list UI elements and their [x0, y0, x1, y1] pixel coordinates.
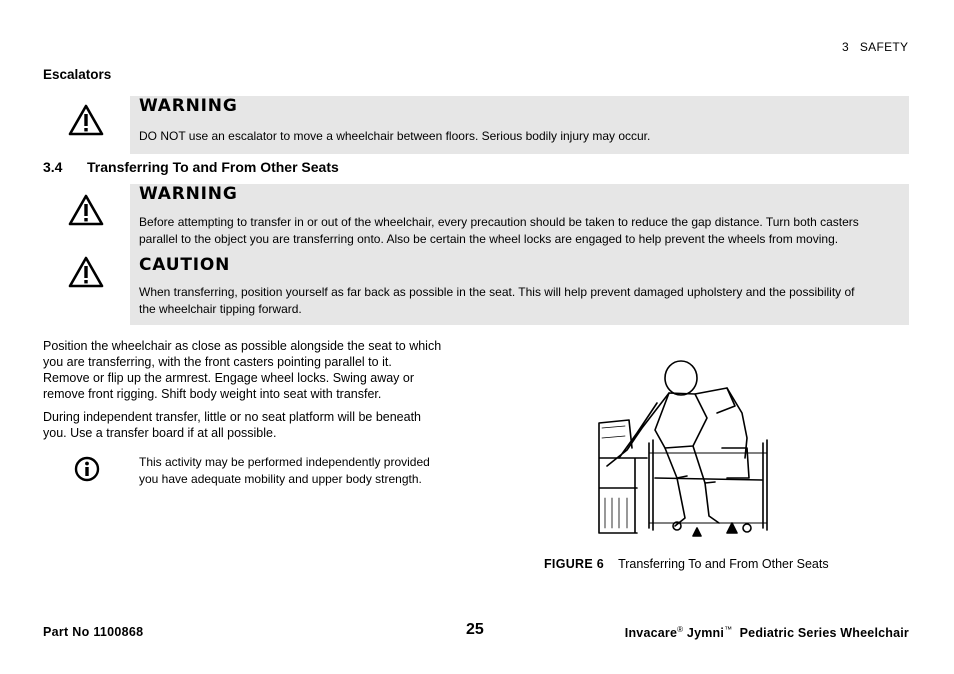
caution-title: CAUTION: [139, 255, 231, 275]
figure-label: FIGURE 6: [544, 557, 605, 571]
section-title: Transferring To and From Other Seats: [87, 159, 339, 175]
transfer-board-paragraph: [43, 409, 468, 441]
registered-mark: ®: [677, 625, 684, 634]
escalator-warning-box: [130, 96, 909, 154]
transfer-illustration: [597, 358, 777, 538]
info-note: [139, 454, 459, 488]
model-name: Jymni: [686, 626, 725, 641]
paragraph-line: remove front rigging. Shift body weight into seat with transfer.: [43, 387, 382, 401]
warning-text-line-1: Before attempting to transfer in or out of the wheelchair, every precaution should be taken to reduce the gap distance. Turn both casters: [139, 215, 859, 229]
brand-name: Invacare: [624, 626, 678, 641]
caution-text-line-2: the wheelchair tipping forward.: [139, 302, 302, 316]
paragraph-line: you. Use a transfer board if at all possible.: [43, 426, 277, 440]
page-number: 25: [466, 621, 484, 638]
warning-text-line-2: parallel to the object you are transferring onto. Also be certain the wheel locks are engaged to help prevent the wheels from moving.: [139, 232, 839, 246]
warning-text: DO NOT use an escalator to move a wheelchair between floors. Serious bodily injury may occur.: [139, 129, 651, 143]
note-line: you have adequate mobility and upper body strength.: [139, 472, 422, 486]
info-circle-icon: [74, 456, 100, 482]
part-number: Part No 1100868: [43, 625, 144, 639]
note-line: This activity may be performed independently provided: [139, 455, 430, 469]
figure-caption: [544, 557, 829, 571]
section-number: 3.4: [43, 159, 63, 175]
warning-triangle-icon: [68, 104, 104, 136]
caution-text-line-1: When transferring, position yourself as far back as possible in the seat. This will help prevent damaged upholstery and the possibility of: [139, 285, 855, 299]
page-section-header: 3 SAFETY: [842, 40, 909, 54]
warning-title: WARNING: [139, 184, 238, 204]
paragraph-line: Position the wheelchair as close as possible alongside the seat to which: [43, 339, 442, 353]
trademark-mark: ™: [724, 625, 733, 634]
section-heading: [43, 159, 339, 175]
instructions-paragraph: [43, 338, 468, 402]
warning-title: WARNING: [139, 96, 238, 116]
paragraph-line: you are transferring, with the front casters pointing parallel to it.: [43, 355, 392, 369]
caution-triangle-icon: [68, 256, 104, 288]
product-line: Pediatric Series Wheelchair: [739, 626, 909, 641]
paragraph-line: Remove or flip up the armrest. Engage wheel locks. Swing away or: [43, 371, 415, 385]
warning-triangle-icon: [68, 194, 104, 226]
product-name: [625, 625, 909, 640]
transfer-warning-box: [130, 184, 909, 325]
paragraph-line: During independent transfer, little or no seat platform will be beneath: [43, 410, 422, 424]
escalators-heading: Escalators: [43, 67, 112, 82]
figure-caption-text: Transferring To and From Other Seats: [618, 557, 829, 571]
